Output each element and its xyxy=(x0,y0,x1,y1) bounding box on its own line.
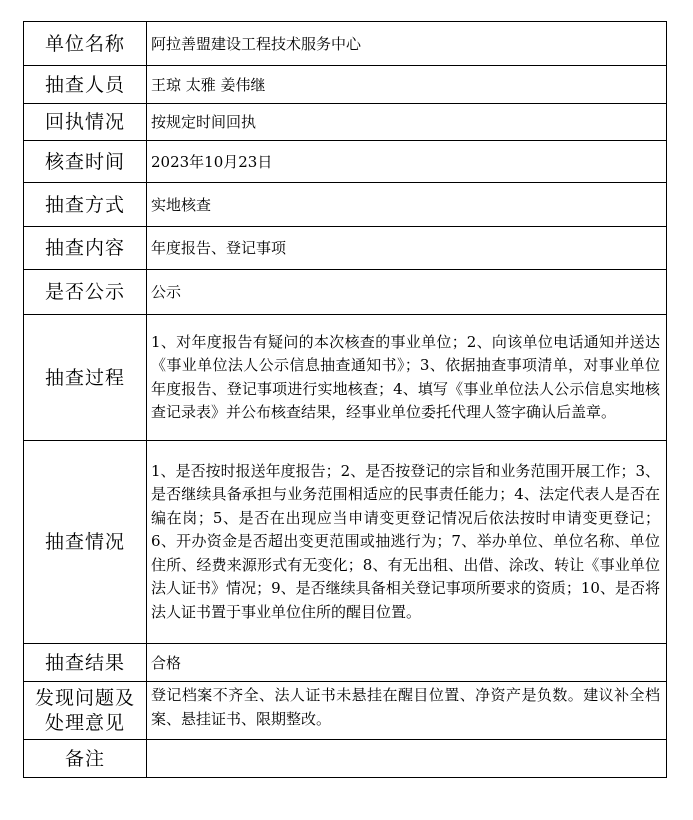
label-inspectors: 抽查人员 xyxy=(24,66,147,104)
row-issues-handling xyxy=(24,682,667,740)
value-issues-handling: 登记档案不齐全、法人证书未悬挂在醒目位置、净资产是负数。建议补全档案、悬挂证书、限期整改。 xyxy=(147,682,667,740)
label-remarks: 备注 xyxy=(24,740,147,778)
row-check-date xyxy=(24,141,667,183)
label-check-date: 核查时间 xyxy=(24,141,147,183)
row-check-result xyxy=(24,644,667,682)
row-check-process xyxy=(24,315,667,441)
row-check-content xyxy=(24,227,667,270)
value-check-result: 合格 xyxy=(147,644,667,682)
label-check-process: 抽查过程 xyxy=(24,315,147,441)
value-unit-name: 阿拉善盟建设工程技术服务中心 xyxy=(147,22,667,66)
value-check-process: 1、对年度报告有疑问的本次核查的事业单位；2、向该单位电话通知并送达《事业单位法人公示信息抽查通知书》；3、依据抽查事项清单，对事业单位年度报告、登记事项进行实地核查；4、填写《事业单位法人公示信息实地核查记录表》并公布核查结果，经事业单位委托代理人签字确认后盖章。 xyxy=(147,315,667,441)
inspection-record-table xyxy=(23,21,667,778)
label-issues-line2: 处理意见 xyxy=(44,711,125,734)
label-check-content: 抽查内容 xyxy=(24,227,147,270)
value-remarks xyxy=(147,740,667,778)
value-check-situation: 1、是否按时报送年度报告；2、是否按登记的宗旨和业务范围开展工作；3、是否继续具备承担与业务范围相适应的民事责任能力；4、法定代表人是否在编在岗；5、是否在出现应当申请变更登记情况后依法按时申请变更登记；6、开办资金是否超出变更范围或抽逃行为；7、举办单位、单位名称、单位住所、经费来源形式有无变化；8、有无出租、出借、涂改、转让《事业单位法人证书》情况；9、是否继续具备相关登记事项所要求的资质；10、是否将法人证书置于事业单位住所的醒目位置。 xyxy=(147,441,667,644)
label-receipt-status: 回执情况 xyxy=(24,104,147,141)
value-check-date: 2023年10月23日 xyxy=(147,141,667,183)
value-check-content: 年度报告、登记事项 xyxy=(147,227,667,270)
row-unit-name xyxy=(24,22,667,66)
label-publicity: 是否公示 xyxy=(24,270,147,315)
row-check-method xyxy=(24,183,667,227)
row-check-situation xyxy=(24,441,667,644)
label-check-result: 抽查结果 xyxy=(24,644,147,682)
value-publicity: 公示 xyxy=(147,270,667,315)
label-issues-line1: 发现问题及 xyxy=(34,686,135,709)
row-remarks xyxy=(24,740,667,778)
value-receipt-status: 按规定时间回执 xyxy=(147,104,667,141)
label-unit-name: 单位名称 xyxy=(24,22,147,66)
row-inspectors xyxy=(24,66,667,104)
value-inspectors: 王琼 太雅 姜伟继 xyxy=(147,66,667,104)
label-issues-handling xyxy=(24,682,147,740)
label-check-method: 抽查方式 xyxy=(24,183,147,227)
row-publicity xyxy=(24,270,667,315)
label-check-situation: 抽查情况 xyxy=(24,441,147,644)
row-receipt-status xyxy=(24,104,667,141)
value-check-method: 实地核查 xyxy=(147,183,667,227)
